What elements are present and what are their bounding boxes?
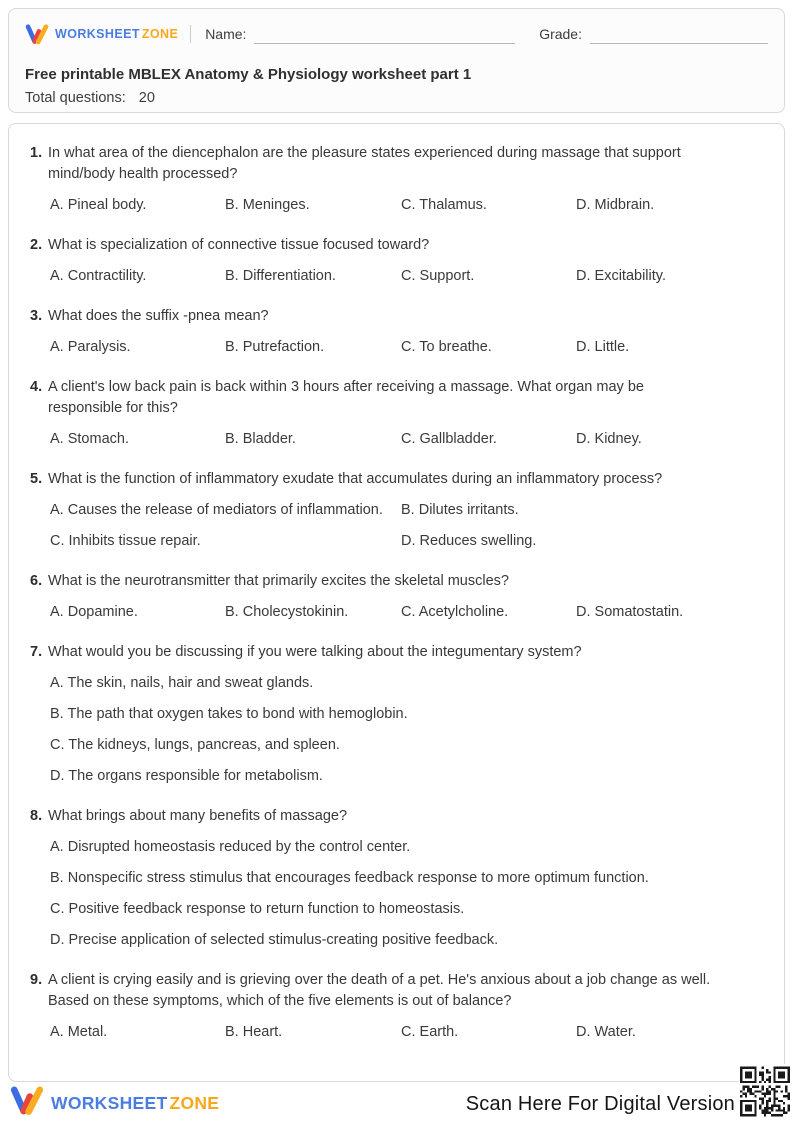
option: A. Contractility. (50, 268, 147, 284)
question-block (30, 306, 760, 358)
question-text: What does the suffix -pnea mean? (48, 308, 269, 324)
option: B. Heart. (225, 1024, 283, 1040)
question-options (50, 1022, 760, 1043)
total-questions-value: 20 (138, 90, 155, 106)
brand-wordmark-primary: WORKSHEET (51, 1093, 168, 1113)
name-write-line (254, 29, 515, 44)
question-options (50, 429, 760, 450)
option: A. Disrupted homeostasis reduced by the control center. (50, 839, 411, 855)
option: D. Reduces swelling. (401, 533, 537, 549)
question-options (50, 266, 760, 287)
question-block (30, 143, 760, 216)
question-row (30, 642, 760, 663)
question-text: What is the function of inflammatory exudate that accumulates during an inflammatory process? (48, 471, 663, 487)
qr-code (738, 1064, 792, 1119)
question-number: 6. (30, 573, 43, 589)
option: A. Metal. (50, 1024, 108, 1040)
question-number: 1. (30, 145, 43, 161)
option: D. Little. (576, 339, 630, 355)
option: A. The skin, nails, hair and sweat glands. (50, 675, 314, 691)
questions-box (8, 123, 785, 1082)
question-number: 2. (30, 237, 43, 253)
question-text: In what area of the diencephalon are the pleasure states experienced during massage that support mind/body health processed? (48, 145, 681, 182)
questions-list (30, 143, 760, 1043)
question-row (30, 306, 760, 327)
option: B. Putrefaction. (225, 339, 325, 355)
question-row (30, 143, 760, 185)
worksheet-title: Free printable MBLEX Anatomy & Physiology worksheet part 1 (25, 66, 472, 83)
brand-logo (25, 24, 178, 45)
option: B. Meninges. (225, 197, 310, 213)
option: B. Differentiation. (225, 268, 336, 284)
question-block (30, 235, 760, 287)
header-box (8, 8, 785, 113)
question-block (30, 642, 760, 787)
question-options (50, 673, 760, 787)
scan-here-text: Scan Here For Digital Version (465, 1093, 735, 1115)
option: C. Acetylcholine. (401, 604, 509, 620)
option: A. Causes the release of mediators of inflammation. (50, 502, 383, 518)
brand-wordmark (51, 1093, 219, 1114)
question-options (50, 602, 760, 623)
total-questions-row (25, 90, 768, 106)
option: A. Stomach. (50, 431, 129, 447)
grade-label: Grade: (539, 26, 582, 42)
question-text: A client is crying easily and is grieving over the death of a pet. He's anxious about a job change as well. Based on these symptoms, which of the five elements is out of balance? (48, 972, 711, 1009)
question-number: 8. (30, 808, 43, 824)
total-questions-label: Total questions: (25, 90, 126, 106)
option: D. The organs responsible for metabolism. (50, 768, 323, 784)
option: B. The path that oxygen takes to bond with hemoglobin. (50, 706, 408, 722)
question-row (30, 970, 760, 1012)
option: C. Thalamus. (401, 197, 487, 213)
question-row (30, 469, 760, 490)
question-options (50, 500, 760, 552)
question-options (50, 195, 760, 216)
grade-write-line (590, 29, 768, 44)
option: D. Excitability. (576, 268, 666, 284)
option: C. Positive feedback response to return function to homeostasis. (50, 901, 465, 917)
question-row (30, 571, 760, 592)
option: C. Inhibits tissue repair. (50, 533, 201, 549)
brand-wordmark-primary: WORKSHEET (55, 27, 140, 41)
question-number: 4. (30, 379, 43, 395)
question-text: What brings about many benefits of massage? (48, 808, 348, 824)
question-block (30, 571, 760, 623)
qr-code-svg (740, 1066, 790, 1117)
brand-wordmark-secondary: ZONE (169, 1093, 220, 1113)
question-text: A client's low back pain is back within 3 hours after receiving a massage. What organ may be responsible for this? (48, 379, 644, 416)
brand-logo-mark-icon (25, 24, 49, 45)
option: C. Gallbladder. (401, 431, 497, 447)
question-number: 5. (30, 471, 43, 487)
brand-wordmark-secondary: ZONE (141, 27, 179, 41)
option: A. Dopamine. (50, 604, 138, 620)
question-text: What would you be discussing if you were talking about the integumentary system? (48, 644, 582, 660)
option: D. Kidney. (576, 431, 642, 447)
option: C. Earth. (401, 1024, 459, 1040)
option: C. Support. (401, 268, 475, 284)
question-row (30, 806, 760, 827)
question-text: What is the neurotransmitter that primarily excites the skeletal muscles? (48, 573, 509, 589)
option: B. Dilutes irritants. (401, 502, 519, 518)
brand-wordmark (55, 27, 178, 41)
option: D. Water. (576, 1024, 636, 1040)
question-row (30, 235, 760, 256)
question-number: 9. (30, 972, 43, 988)
question-block (30, 377, 760, 450)
question-options (50, 337, 760, 358)
option: A. Paralysis. (50, 339, 131, 355)
question-block (30, 806, 760, 951)
name-label: Name: (205, 26, 247, 42)
option: D. Precise application of selected stimulus-creating positive feedback. (50, 932, 499, 948)
question-block (30, 970, 760, 1043)
question-block (30, 469, 760, 552)
option: A. Pineal body. (50, 197, 147, 213)
option: B. Bladder. (225, 431, 296, 447)
header-divider (190, 25, 191, 43)
header-logo-row (25, 21, 768, 47)
footer-brand-logo (10, 1086, 219, 1121)
question-number: 7. (30, 644, 43, 660)
option: C. The kidneys, lungs, pancreas, and spleen. (50, 737, 340, 753)
option: D. Somatostatin. (576, 604, 684, 620)
option: D. Midbrain. (576, 197, 655, 213)
option: B. Nonspecific stress stimulus that encourages feedback response to more optimum function. (50, 870, 649, 886)
question-text: What is specialization of connective tissue focused toward? (48, 237, 430, 253)
option: C. To breathe. (401, 339, 492, 355)
question-options (50, 837, 760, 951)
option: B. Cholecystokinin. (225, 604, 349, 620)
question-number: 3. (30, 308, 43, 324)
question-row (30, 377, 760, 419)
brand-logo-mark-icon (10, 1086, 44, 1121)
